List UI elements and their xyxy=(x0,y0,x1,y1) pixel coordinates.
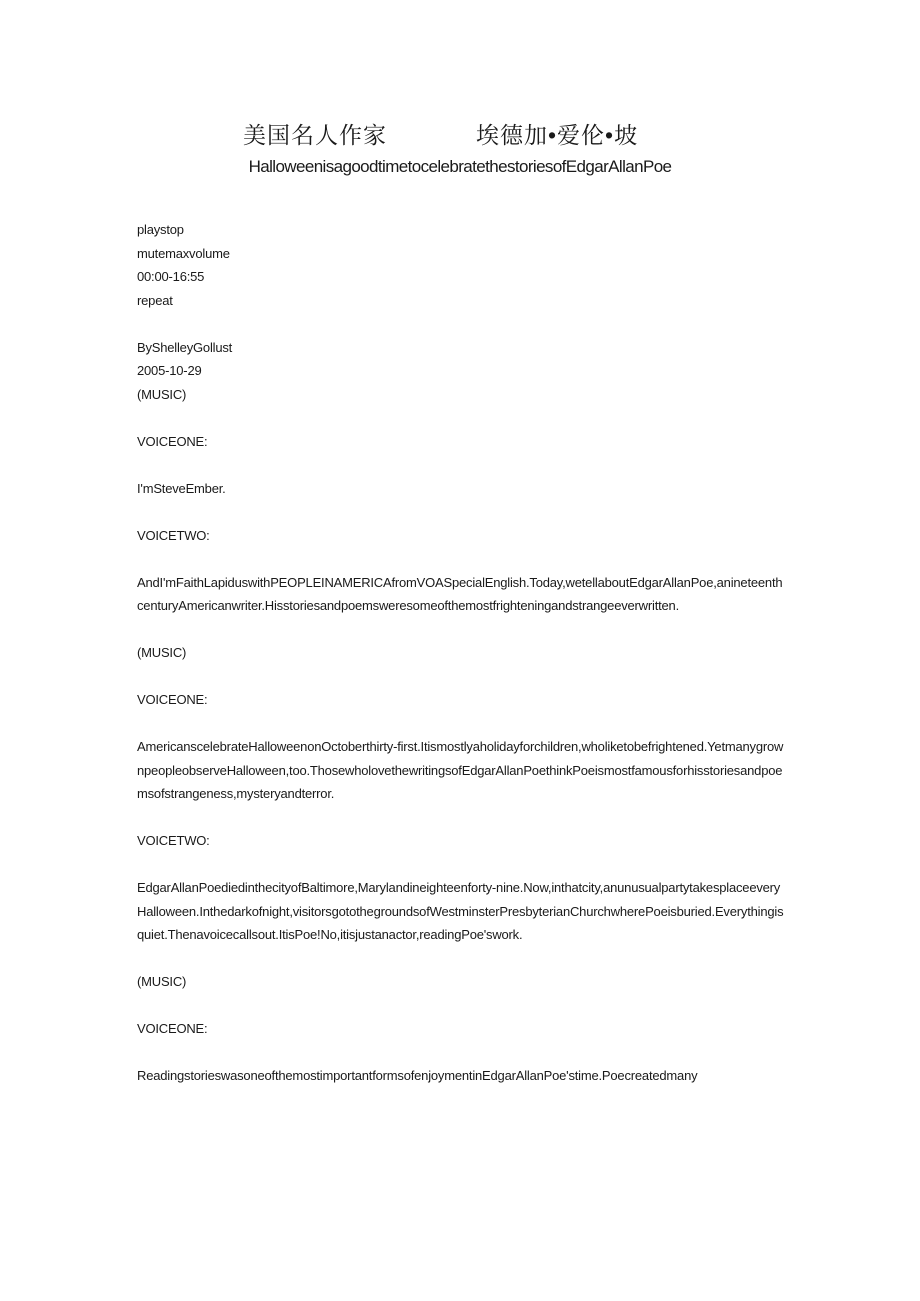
spacer xyxy=(137,500,785,524)
time-readout: 00:00-16:55 xyxy=(137,269,205,284)
mute-volume-control[interactable]: mutemaxvolume xyxy=(137,245,230,261)
spacer xyxy=(137,712,785,736)
speaker-label: VOICETWO: xyxy=(137,833,210,848)
spacer xyxy=(137,547,785,571)
transcript-paragraph: ReadingstorieswasoneofthemostimportantformsofenjoymentinEdgarAllanPoe'stime.Poecreatedmany xyxy=(137,1068,698,1083)
music-cue: (MUSIC) xyxy=(137,645,187,660)
transcript-paragraph: AndI'mFaithLapiduswithPEOPLEINAMERICAfromVOASpecialEnglish.Today,wetellaboutEdgarAllanPoe,anineteenthcenturyAmericanwriter.Hisstoriesandpoemsweresomeofthemostfrighteningandstrangeeverwritten. xyxy=(137,574,783,613)
speaker-label: VOICEONE: xyxy=(137,433,208,449)
music-cue: (MUSIC) xyxy=(137,386,187,402)
article-body xyxy=(137,218,785,1088)
publish-date: 2005-10-29 xyxy=(137,363,202,378)
chinese-title-left: 美国名人作家 xyxy=(243,122,387,148)
spacer xyxy=(137,853,785,877)
byline: ByShelleyGollust xyxy=(137,339,233,355)
spacer xyxy=(137,406,785,430)
spacer xyxy=(137,312,785,336)
repeat-control[interactable]: repeat xyxy=(137,292,173,308)
spacer xyxy=(137,618,785,642)
transcript-paragraph: EdgarAllanPoediedinthecityofBaltimore,Marylandineighteenforty-nine.Now,inthatcity,anunusualpartytakesplaceeveryHalloween.Inthedarkofnight,visitorsgotothegroundsofWestminsterPresbyterianChurchwherePoeisburied.Everythingisquiet.Thenavoicecallsout.ItisPoe!No,itisjustanactor,readingPoe'swork. xyxy=(137,880,784,942)
spacer xyxy=(137,947,785,971)
spacer xyxy=(137,1041,785,1065)
transcript-paragraph: AmericanscelebrateHalloweenonOctoberthirty-first.Itismostlyaholidayforchildren,wholiketobefrightened.YetmanygrownpeopleobserveHalloween,too.ThosewholovethewritingsofEdgarAllanPoethinkPoeismostfamousforhisstoriesandpoemsofstrangeness,mysteryandterror. xyxy=(137,739,784,801)
music-cue: (MUSIC) xyxy=(137,974,187,989)
english-subtitle: HalloweenisagoodtimetocelebratethestoriesofEdgarAllanPoe xyxy=(248,157,672,176)
transcript-paragraph: I'mSteveEmber. xyxy=(137,480,226,496)
speaker-label: VOICEONE: xyxy=(137,1021,208,1036)
spacer xyxy=(137,453,785,477)
speaker-label: VOICETWO: xyxy=(137,527,210,543)
spacer xyxy=(137,994,785,1018)
speaker-label: VOICEONE: xyxy=(137,692,208,707)
spacer xyxy=(137,665,785,689)
chinese-title-right: 埃德加•爱伦•坡 xyxy=(476,122,639,148)
spacer xyxy=(137,806,785,830)
play-stop-control[interactable]: playstop xyxy=(137,222,184,237)
